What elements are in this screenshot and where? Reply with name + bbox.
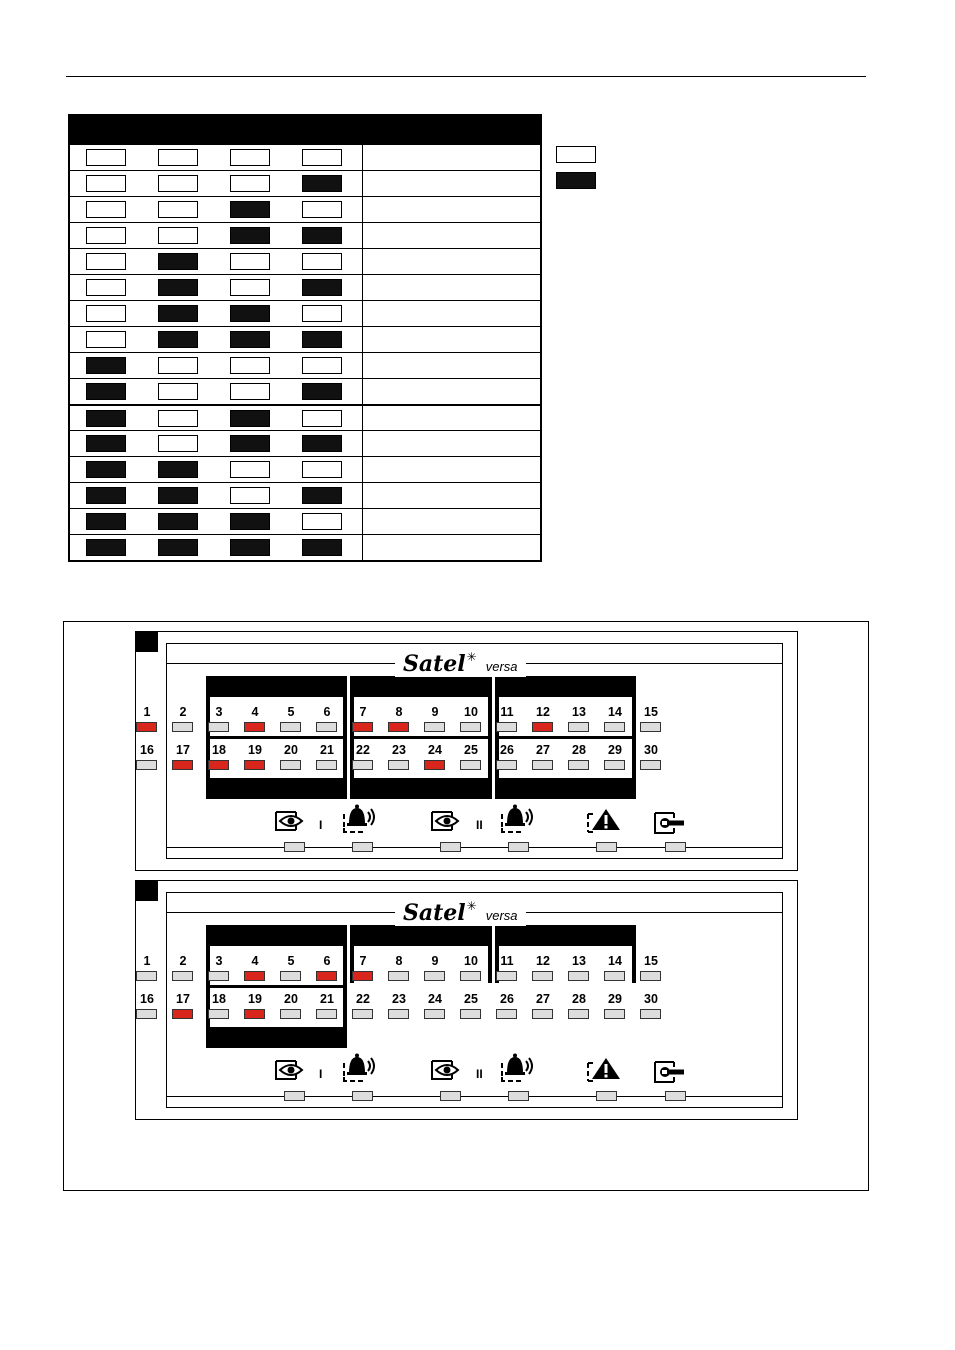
zone-led xyxy=(532,1009,553,1019)
cell-off xyxy=(158,175,198,192)
zone-number: 24 xyxy=(428,992,442,1006)
table-row xyxy=(70,352,540,378)
zone-number: 18 xyxy=(212,743,226,757)
zone-led xyxy=(172,1009,193,1019)
zone-led xyxy=(640,1009,661,1019)
zone-led xyxy=(352,722,373,732)
cell-on xyxy=(86,487,126,504)
zone-led xyxy=(424,971,445,981)
cell-off xyxy=(230,487,270,504)
zone-number: 23 xyxy=(392,743,406,757)
zone-led xyxy=(388,1009,409,1019)
cell-off xyxy=(86,227,126,244)
cell-on xyxy=(86,357,126,374)
cell-on xyxy=(302,227,342,244)
logo-star-icon: ✳ xyxy=(466,899,477,913)
zone-led xyxy=(172,760,193,770)
zone-led xyxy=(568,760,589,770)
zone-led xyxy=(280,971,301,981)
partition-1-label: I xyxy=(319,1067,323,1081)
legend-on-box xyxy=(556,172,596,189)
cell-off xyxy=(302,305,342,322)
zone-led xyxy=(172,722,193,732)
zone-led xyxy=(280,722,301,732)
partition-1-label: I xyxy=(319,818,323,832)
cell-off xyxy=(86,253,126,270)
zone-led xyxy=(316,1009,337,1019)
zone-led xyxy=(172,971,193,981)
zone-number: 18 xyxy=(212,992,226,1006)
cell-off xyxy=(230,279,270,296)
zone-number: 17 xyxy=(176,992,190,1006)
status-led xyxy=(596,1091,617,1101)
cell-on xyxy=(86,410,126,427)
zone-led xyxy=(208,760,229,770)
zone-number: 30 xyxy=(644,992,658,1006)
zone-number: 15 xyxy=(644,705,658,719)
zone-number: 21 xyxy=(320,992,334,1006)
cell-off xyxy=(158,383,198,400)
brand-name: Satel xyxy=(403,651,466,677)
zone-led xyxy=(496,971,517,981)
cell-off xyxy=(86,331,126,348)
table-row xyxy=(70,274,540,300)
zone-led xyxy=(280,1009,301,1019)
zone-number: 2 xyxy=(179,954,187,968)
keypad-figure-frame xyxy=(63,621,869,1191)
cell-off xyxy=(158,227,198,244)
zone-number: 19 xyxy=(248,743,262,757)
zone-led xyxy=(352,971,373,981)
zone-led xyxy=(244,722,265,732)
zone-led xyxy=(424,722,445,732)
zone-led xyxy=(244,1009,265,1019)
panel-tag xyxy=(136,632,158,652)
zone-led xyxy=(424,760,445,770)
cell-off xyxy=(230,253,270,270)
cell-off xyxy=(158,201,198,218)
zone-led xyxy=(640,722,661,732)
cell-off xyxy=(158,357,198,374)
zone-led xyxy=(388,722,409,732)
zone-number: 12 xyxy=(536,954,550,968)
status-led xyxy=(352,1091,373,1101)
bell-icon xyxy=(498,804,538,839)
zone-led xyxy=(316,971,337,981)
zone-led xyxy=(208,722,229,732)
zone-number: 26 xyxy=(500,743,514,757)
status-led xyxy=(284,1091,305,1101)
cell-off xyxy=(302,461,342,478)
zone-number: 30 xyxy=(644,743,658,757)
zone-led xyxy=(280,760,301,770)
zone-number: 29 xyxy=(608,992,622,1006)
status-led xyxy=(665,1091,686,1101)
cell-off xyxy=(158,149,198,166)
zone-number: 22 xyxy=(356,992,370,1006)
trouble-icon xyxy=(584,1055,624,1090)
partition-block xyxy=(206,676,347,799)
zone-number: 15 xyxy=(644,954,658,968)
cell-off xyxy=(302,149,342,166)
cell-on xyxy=(158,305,198,322)
status-led xyxy=(284,842,305,852)
trouble-icon xyxy=(584,806,624,841)
zone-number: 9 xyxy=(431,954,439,968)
zone-led xyxy=(460,1009,481,1019)
cell-on xyxy=(302,487,342,504)
bell-icon xyxy=(340,1053,380,1088)
zone-led xyxy=(604,1009,625,1019)
cell-on xyxy=(230,513,270,530)
zone-number: 8 xyxy=(395,954,403,968)
zone-led xyxy=(496,760,517,770)
panel-tag xyxy=(136,881,158,901)
zone-number: 4 xyxy=(251,954,259,968)
zone-led xyxy=(532,971,553,981)
zone-number: 11 xyxy=(500,705,514,719)
table-row xyxy=(70,300,540,326)
table-row xyxy=(70,508,540,534)
zone-led xyxy=(388,971,409,981)
binary-code-table xyxy=(68,114,542,562)
zone-number: 23 xyxy=(392,992,406,1006)
cell-on xyxy=(86,435,126,452)
zone-led xyxy=(568,971,589,981)
zone-led xyxy=(316,760,337,770)
zone-number: 20 xyxy=(284,992,298,1006)
cell-off xyxy=(230,149,270,166)
keypad-panel xyxy=(135,631,798,871)
cell-off xyxy=(86,175,126,192)
cell-off xyxy=(158,410,198,427)
zone-led xyxy=(460,760,481,770)
eye-icon xyxy=(428,1058,464,1087)
table-row xyxy=(70,170,540,196)
cell-on xyxy=(230,331,270,348)
zone-led xyxy=(532,722,553,732)
zone-number: 21 xyxy=(320,743,334,757)
zone-led xyxy=(316,722,337,732)
zone-number: 16 xyxy=(140,743,154,757)
zone-led xyxy=(244,760,265,770)
zone-led xyxy=(136,1009,157,1019)
partition-block xyxy=(495,676,636,799)
zone-number: 1 xyxy=(143,954,151,968)
zone-number: 1 xyxy=(143,705,151,719)
zone-number: 10 xyxy=(464,705,478,719)
cell-on xyxy=(230,435,270,452)
cell-on xyxy=(86,383,126,400)
legend-off-box xyxy=(556,146,596,163)
cell-on xyxy=(230,305,270,322)
cell-on xyxy=(158,513,198,530)
brand-name: Satel xyxy=(403,900,466,926)
zone-number: 6 xyxy=(323,954,331,968)
zone-led xyxy=(244,971,265,981)
zone-number: 27 xyxy=(536,743,550,757)
zone-led xyxy=(496,1009,517,1019)
cell-on xyxy=(86,461,126,478)
zone-led xyxy=(640,971,661,981)
zone-number: 19 xyxy=(248,992,262,1006)
cell-on xyxy=(302,331,342,348)
cell-on xyxy=(158,487,198,504)
zone-led xyxy=(136,760,157,770)
header-rule xyxy=(66,76,866,77)
cell-off xyxy=(86,305,126,322)
table-row xyxy=(70,430,540,456)
zone-number: 6 xyxy=(323,705,331,719)
zone-number: 25 xyxy=(464,992,478,1006)
cell-on xyxy=(230,201,270,218)
zone-led xyxy=(604,722,625,732)
zone-led xyxy=(460,722,481,732)
cell-on xyxy=(158,279,198,296)
zone-number: 11 xyxy=(500,954,514,968)
zone-led xyxy=(388,760,409,770)
cell-on xyxy=(302,279,342,296)
zone-led xyxy=(532,760,553,770)
cell-on xyxy=(302,539,342,556)
partition-block xyxy=(350,676,492,799)
zone-number: 5 xyxy=(287,954,295,968)
partition-block xyxy=(206,925,347,1048)
zone-number: 2 xyxy=(179,705,187,719)
zone-number: 4 xyxy=(251,705,259,719)
cell-off xyxy=(86,201,126,218)
logo-star-icon: ✳ xyxy=(466,650,477,664)
status-led xyxy=(596,842,617,852)
status-led xyxy=(440,842,461,852)
table-row xyxy=(70,248,540,274)
cell-off xyxy=(302,513,342,530)
zone-number: 17 xyxy=(176,743,190,757)
zone-led xyxy=(208,1009,229,1019)
service-icon xyxy=(652,810,688,841)
zone-number: 5 xyxy=(287,705,295,719)
zone-number: 26 xyxy=(500,992,514,1006)
cell-on xyxy=(302,175,342,192)
zone-number: 7 xyxy=(359,705,367,719)
keypad-panel xyxy=(135,880,798,1120)
partition-2-label: II xyxy=(476,818,483,832)
table-row xyxy=(70,534,540,560)
table-row xyxy=(70,456,540,482)
zone-led xyxy=(604,971,625,981)
zone-number: 13 xyxy=(572,954,586,968)
cell-off xyxy=(158,435,198,452)
zone-led xyxy=(136,722,157,732)
service-icon xyxy=(652,1059,688,1090)
cell-on xyxy=(302,435,342,452)
zone-number: 16 xyxy=(140,992,154,1006)
table-header xyxy=(70,116,540,144)
zone-led xyxy=(568,1009,589,1019)
zone-led xyxy=(424,1009,445,1019)
table-row xyxy=(70,222,540,248)
model-name: versa xyxy=(485,908,518,923)
cell-off xyxy=(230,383,270,400)
face-bottom-line xyxy=(167,847,782,848)
table-row xyxy=(70,378,540,404)
status-led xyxy=(440,1091,461,1101)
cell-on xyxy=(230,539,270,556)
brand-logo xyxy=(395,900,526,926)
partition-2-label: II xyxy=(476,1067,483,1081)
cell-on xyxy=(158,253,198,270)
zone-number: 28 xyxy=(572,743,586,757)
zone-led xyxy=(568,722,589,732)
cell-on xyxy=(86,539,126,556)
zone-number: 8 xyxy=(395,705,403,719)
cell-off xyxy=(230,175,270,192)
zone-led xyxy=(352,1009,373,1019)
eye-icon xyxy=(272,1058,308,1087)
table-row xyxy=(70,326,540,352)
zone-number: 29 xyxy=(608,743,622,757)
zone-number: 3 xyxy=(215,954,223,968)
eye-icon xyxy=(428,809,464,838)
zone-number: 12 xyxy=(536,705,550,719)
cell-on xyxy=(230,410,270,427)
cell-off xyxy=(230,461,270,478)
brand-logo xyxy=(395,651,526,677)
zone-number: 14 xyxy=(608,954,622,968)
cell-off xyxy=(86,279,126,296)
cell-on xyxy=(230,227,270,244)
zone-number: 10 xyxy=(464,954,478,968)
zone-led xyxy=(460,971,481,981)
model-name: versa xyxy=(485,659,518,674)
zone-number: 13 xyxy=(572,705,586,719)
cell-on xyxy=(302,383,342,400)
cell-off xyxy=(302,357,342,374)
zone-led xyxy=(496,722,517,732)
cell-off xyxy=(302,410,342,427)
zone-led xyxy=(136,971,157,981)
table-row xyxy=(70,144,540,170)
cell-on xyxy=(158,331,198,348)
cell-on xyxy=(158,461,198,478)
table-row xyxy=(70,404,540,430)
zone-led xyxy=(352,760,373,770)
status-led xyxy=(508,842,529,852)
table-row xyxy=(70,196,540,222)
zone-number: 27 xyxy=(536,992,550,1006)
zone-number: 14 xyxy=(608,705,622,719)
bell-icon xyxy=(498,1053,538,1088)
zone-led xyxy=(604,760,625,770)
cell-off xyxy=(302,201,342,218)
status-led xyxy=(665,842,686,852)
zone-number: 7 xyxy=(359,954,367,968)
status-led xyxy=(352,842,373,852)
bell-icon xyxy=(340,804,380,839)
zone-number: 22 xyxy=(356,743,370,757)
zone-number: 28 xyxy=(572,992,586,1006)
cell-off xyxy=(302,253,342,270)
cell-on xyxy=(158,539,198,556)
zone-number: 3 xyxy=(215,705,223,719)
zone-led xyxy=(208,971,229,981)
cell-off xyxy=(230,357,270,374)
cell-off xyxy=(86,149,126,166)
face-bottom-line xyxy=(167,1096,782,1097)
cell-on xyxy=(86,513,126,530)
zone-number: 24 xyxy=(428,743,442,757)
zone-number: 20 xyxy=(284,743,298,757)
status-led xyxy=(508,1091,529,1101)
eye-icon xyxy=(272,809,308,838)
zone-number: 25 xyxy=(464,743,478,757)
zone-number: 9 xyxy=(431,705,439,719)
zone-led xyxy=(640,760,661,770)
table-row xyxy=(70,482,540,508)
